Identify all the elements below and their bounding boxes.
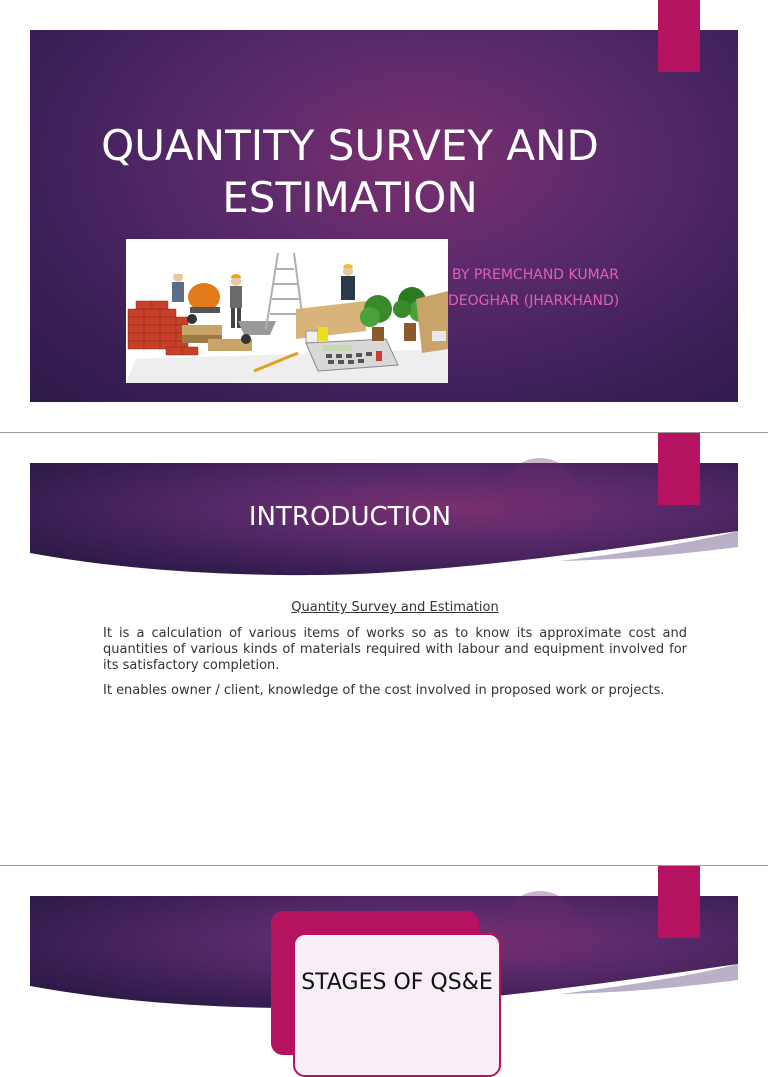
slide-2-title: INTRODUCTION [248,502,452,532]
author-location: DEOGHAR (JHARKHAND) [448,293,620,309]
intro-paragraph-1: It is a calculation of various items of works so as to know its approximate cost and quantities of various kinds of materials required with labour and equipment involved for its satisfactory completion. [103,626,687,673]
construction-photo [126,239,448,383]
intro-paragraph-2: It enables owner / client, knowledge of the cost involved in proposed work or projects. [103,683,665,698]
author-name: BY PREMCHAND KUMAR [452,267,619,283]
slide-1-accent-tab [658,0,700,72]
stages-card [293,933,501,1077]
construction-illustration [126,239,448,383]
slide-1 [0,0,768,432]
slide-3-accent-tab [658,866,700,938]
slide-1-title: QUANTITY SURVEY AND ESTIMATION [101,121,599,222]
slide-2-accent-tab [658,433,700,505]
slide-3-title: STAGES OF QS&E [301,970,493,995]
intro-subheading: Quantity Survey and Estimation [291,600,499,615]
